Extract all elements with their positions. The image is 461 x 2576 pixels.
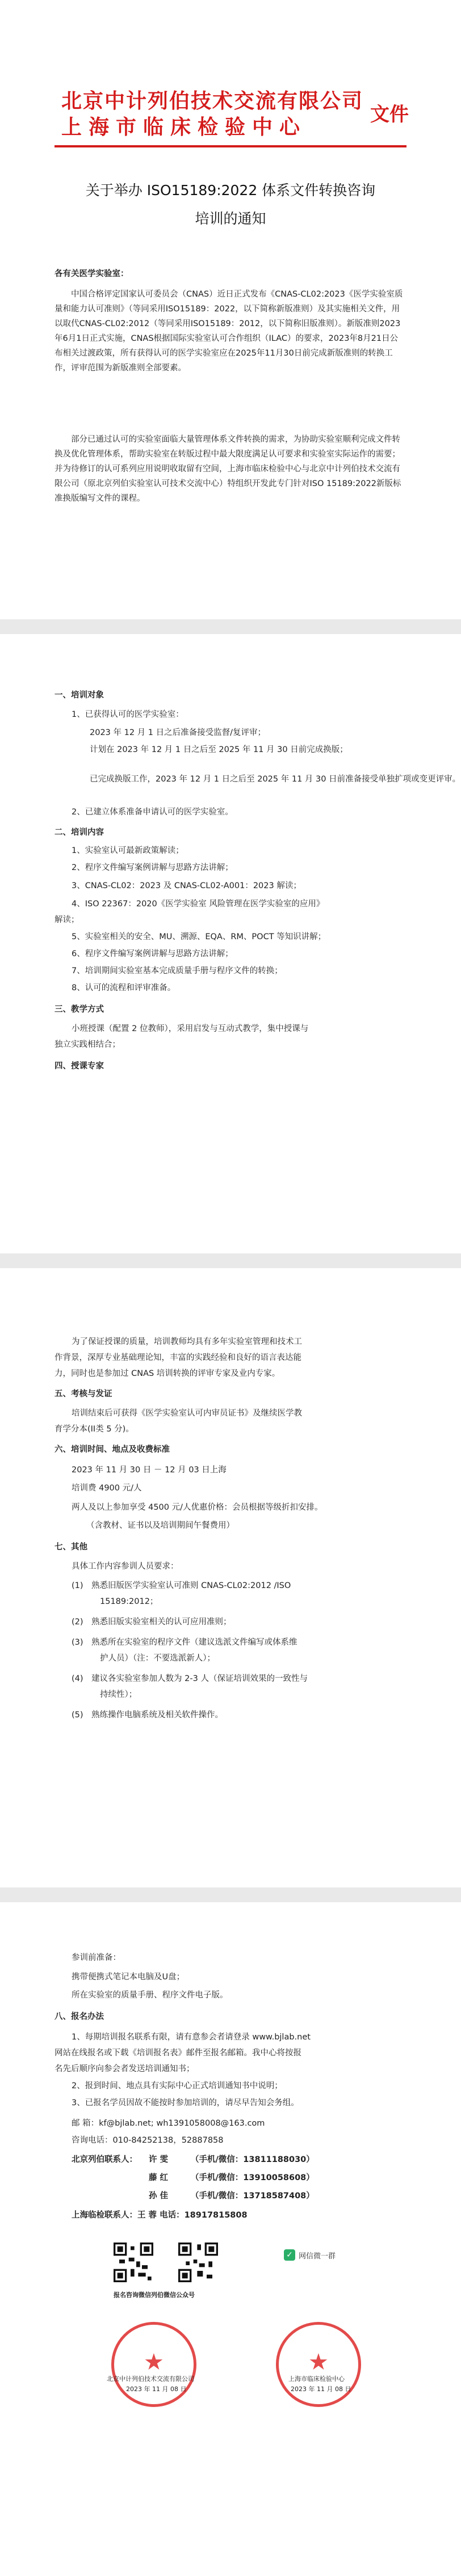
header-divider [55, 145, 406, 147]
list-item: 3、CNAS-CL02：2023 及 CNAS-CL02-A001：2023 解读； [72, 881, 301, 890]
wechat-label: 网信微一群 [299, 2252, 336, 2261]
wechat-group[interactable] [284, 2249, 336, 2261]
body-text: 具体工作内容参训人员要求： [72, 1562, 179, 1571]
list-item: 1、实验室认可最新政策解读； [72, 846, 184, 855]
list-item: 已完成换版工作，2023 年 12 月 1 日之后至 2025 年 11 月 30 日前准备接受单独扩项或变更评审。 [90, 775, 461, 784]
section-heading: 四、授课专家 [55, 1062, 104, 1071]
section-heading: 五、考核与发证 [55, 1390, 112, 1399]
sh-contact: 上海临检联系人：王 蓉 电话：18917815808 [72, 2211, 248, 2220]
list-item: 名先后顺序向参会者发送培训通知书； [55, 2064, 195, 2074]
page-3 [0, 1268, 461, 1887]
training-fee: 培训费 4900 元/人 [72, 1484, 142, 1493]
list-item: 护人员）（注：不要选派新人）； [100, 1654, 215, 1663]
list-item: (4) 建议各实验室参加人数为 2-3 人（保证培训效果的一致性与 [72, 1674, 308, 1683]
section-heading: 二、培训内容 [55, 828, 104, 837]
prep-item: 所在实验室的质量手册、程序文件电子版。 [72, 1991, 228, 2000]
section-heading: 七、其他 [55, 1543, 87, 1552]
section-heading: 一、培训对象 [55, 691, 104, 700]
contact-name: 孙 佳 [149, 2191, 169, 2201]
body-text: 育学分本(II类 5 分)。 [55, 1425, 134, 1434]
list-item: 6、程序文件编写案例讲解与思路方法讲解； [72, 949, 233, 958]
body-text: 为了保证授课的质量，培训教师均具有多年实验室管理和技术工 [72, 1337, 302, 1346]
list-item: 1、已获得认可的医学实验室： [72, 710, 184, 719]
page-2 [0, 634, 461, 1253]
list-item: 3、已报名学员因故不能按时参加培训的，请尽早告知会务组。 [72, 2098, 299, 2108]
list-item: 2、报到时间、地点具有实际中心正式培训通知书中说明； [72, 2081, 283, 2091]
page-4 [0, 1902, 461, 2576]
list-item: 4、ISO 22367：2020《医学实验室 风险管理在医学实验室的应用》 [72, 900, 325, 909]
body-text: 作背景，深厚专业基础理论知，丰富的实践经验和良好的语言表达能 [55, 1353, 301, 1362]
doc-title-line1: 关于举办 ISO15189:2022 体系文件转换咨询 [85, 182, 376, 199]
qr-code-icon[interactable] [114, 2243, 153, 2282]
contact-phone: （手机/微信：13910058608） [191, 2173, 315, 2182]
list-item: 2023 年 12 月 1 日之后准备接受监督/复评审； [90, 728, 266, 737]
stamp-org: 北京中计列伯技术交流有限公司 [107, 2375, 194, 2383]
list-item: (1) 熟悉旧版医学实验室认可准则 CNAS-CL02:2012 /ISO [72, 1581, 291, 1590]
prep-heading: 参训前准备： [72, 1953, 121, 1962]
body-text: 独立实践相结合； [55, 1040, 120, 1049]
qr-code-icon[interactable] [178, 2243, 218, 2282]
page-1 [0, 0, 461, 619]
contact-name: 藤 红 [149, 2173, 169, 2182]
list-item: 网站在线报名或下载《培训报名表》邮件至报名邮箱。我中心将按报 [55, 2049, 301, 2058]
stamp-star-icon: ★ [308, 2349, 329, 2375]
contact-phone: （手机/微信：13811188030） [191, 2155, 315, 2164]
fee-note: （含教材、证书以及培训期间午餐费用） [86, 1521, 234, 1530]
paragraph-2: 部分已通过认可的实验室面临大量管理体系文件转换的需求，为协助实验室顺利完成文件转换及优化管理体系，帮助实验室在转版过程中最大限度满足认可要求和实验室实际运作的需要；并为待修订的认可系列应用说明收取留有空间，上海市临床检验中心与北京中计列伯技术交流有限公司（原北京列伯实验室认可技术交流中心）特组织开发此专门针对ISO 15189:2022新版标准换版编写文件的课程。 [55, 435, 401, 503]
list-item: 计划在 2023 年 12 月 1 日之后至 2025 年 11 月 30 日前完成换版； [90, 745, 348, 754]
body-paragraph [55, 287, 405, 375]
list-item: 持续性）； [100, 1690, 137, 1699]
contact-name: 许 雯 [149, 2155, 169, 2164]
training-time: 2023 年 11 月 30 日 － 12 月 03 日上海 [72, 1466, 227, 1475]
list-item: 8、认可的流程和评审准备。 [72, 983, 176, 993]
org-name-line1: 北京中计列伯技术交流有限公司 [61, 89, 364, 113]
wechat-icon: ✓ [284, 2249, 295, 2261]
list-item: 解读； [55, 915, 79, 924]
section-heading: 六、培训时间、地点及收费标准 [55, 1445, 170, 1454]
doc-title-line2: 培训的通知 [195, 210, 266, 227]
body-text: 小班授课（配置 2 位教师），采用启发与互动式教学，集中授课与 [72, 1024, 309, 1033]
section-heading: 三、教学方式 [55, 1005, 104, 1014]
list-item: 15189:2012； [100, 1597, 158, 1606]
discount-text: 两人及以上参加享受 4500 元/人优惠价格：会员根据等级折扣安排。 [72, 1503, 323, 1512]
body-paragraph [55, 432, 405, 506]
contact-phone: 咨询电话：010-84252138，52887858 [72, 2136, 224, 2145]
org-name-line2: 上海市临床检验中心 [61, 115, 307, 139]
list-item: 2、程序文件编写案例讲解与思路方法讲解； [72, 863, 233, 872]
body-text: 力，同时也是参加过 CNAS 培训转换的评审专家及业内专家。 [55, 1369, 280, 1378]
stamp-date: 2023 年 11 月 08 日 [126, 2385, 187, 2393]
doc-tag: 文件 [370, 103, 409, 126]
section-heading: 八、报名办法 [55, 2012, 104, 2021]
stamp-date: 2023 年 11 月 08 日 [291, 2385, 351, 2393]
stamp-org: 上海市临床检验中心 [288, 2375, 345, 2383]
contact-phone: （手机/微信：13718587408） [191, 2191, 315, 2201]
stamp-star-icon: ★ [144, 2349, 164, 2375]
paragraph-1: 中国合格评定国家认可委员会（CNAS）近日正式发布《CNAS-CL02:2023《医学实验室质量和能力认可准则》（等同采用ISO15189：2022，以下简称新版准则）及其实施相关文件，用以取代CNAS-CL02:2012（等同采用ISO15189：2012，以下简称旧版准则）。新版准则2023年6月1日正式实施，CNAS根据国际实验室认可合作组织（ILAC）的要求，2023年8月21日公布相关过渡政策，所有获得认可的医学实验室应在2025年11月30日前完成新版准则的转换工作，评审范围为新版准则全部要素。 [55, 290, 403, 373]
body-text: 培训结束后可获得《医学实验室认可内审员证书》及继续医学教 [72, 1409, 302, 1418]
salutation: 各有关医学实验室： [55, 269, 129, 278]
contact-email[interactable]: 邮 箱：kf@bjlab.net; wh1391058008@163.com [72, 2119, 265, 2128]
qr-caption: 报名咨询微信列伯微信公众号 [114, 2291, 195, 2299]
list-item: 1、每期培训报名联系有限，请有意参会者请登录 www.bjlab.net [72, 2033, 311, 2042]
list-item: (2) 熟悉旧版实验室相关的认可应用准则； [72, 1618, 232, 1627]
prep-item: 携带便携式笔记本电脑及U盘； [72, 1973, 185, 1982]
list-item: (3) 熟悉所在实验室的程序文件（建议选派文件编写或体系维 [72, 1638, 297, 1647]
list-item: (5) 熟练操作电脑系统及相关软件操作。 [72, 1711, 224, 1720]
bj-contact-label: 北京列伯联系人： [72, 2155, 137, 2164]
list-item: 7、培训期间实验室基本完成质量手册与程序文件的转换； [72, 966, 283, 975]
list-item: 2、已建立体系准备申请认可的医学实验室。 [72, 808, 233, 817]
list-item: 5、实验室相关的安全、MU、溯源、EQA、RM、POCT 等知识讲解； [72, 932, 326, 941]
